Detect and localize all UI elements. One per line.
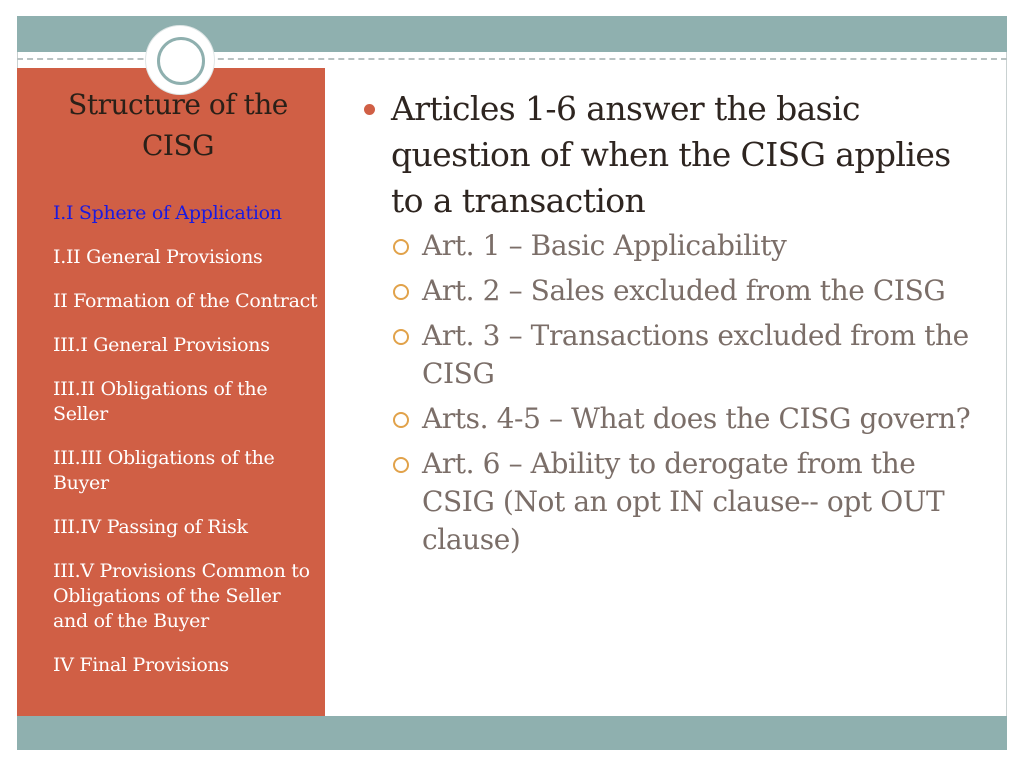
- sidebar-item-obligations-seller[interactable]: III.II Obligations of the Seller: [53, 378, 268, 425]
- sidebar-item-general-provisions-1[interactable]: I.II General Provisions: [53, 246, 263, 268]
- ring-bullet-icon: [393, 329, 409, 345]
- slide-content: [360, 86, 990, 566]
- main-bullet: [360, 86, 990, 224]
- sidebar-item-formation-of-contract[interactable]: II Formation of the Contract: [53, 290, 318, 312]
- sub-bullet-text: Art. 6 – Ability to derogate from the CSIG (Not an opt IN clause-- opt OUT clause): [422, 447, 945, 556]
- list-item: [391, 445, 990, 559]
- ring-inner: [157, 37, 205, 85]
- bottom-band: [17, 716, 1007, 750]
- list-item: [391, 227, 990, 265]
- ring-bullet-icon: [393, 457, 409, 473]
- sub-bullet-list: [360, 227, 990, 559]
- sub-bullet-text: Arts. 4-5 – What does the CISG govern?: [422, 402, 971, 435]
- ring-bullet-icon: [393, 412, 409, 428]
- ring-bullet-icon: [393, 284, 409, 300]
- main-bullet-text: Articles 1-6 answer the basic question of when the CISG applies to a transaction: [391, 89, 951, 220]
- sidebar-item-passing-of-risk[interactable]: III.IV Passing of Risk: [53, 516, 248, 538]
- list-item: [391, 400, 990, 438]
- list-item: [391, 272, 990, 310]
- sidebar-item-general-provisions-3[interactable]: III.I General Provisions: [53, 334, 270, 356]
- bullet-dot-icon: [364, 104, 375, 115]
- sidebar-item-sphere-of-application[interactable]: I.I Sphere of Application: [53, 202, 282, 224]
- ring-bullet-icon: [393, 239, 409, 255]
- sub-bullet-text: Art. 3 – Transactions excluded from the CISG: [422, 319, 969, 390]
- sub-bullet-text: Art. 2 – Sales excluded from the CISG: [422, 274, 946, 307]
- sub-bullet-text: Art. 1 – Basic Applicability: [422, 229, 787, 262]
- list-item: [391, 317, 990, 393]
- sidebar-item-obligations-buyer[interactable]: III.III Obligations of the Buyer: [53, 447, 275, 494]
- sidebar-title: Structure of the CISG: [68, 88, 288, 162]
- sidebar-item-common-provisions[interactable]: III.V Provisions Common to Obligations of the Seller and of the Buyer: [53, 560, 310, 632]
- sidebar-nav: [53, 201, 319, 697]
- sidebar-item-final-provisions[interactable]: IV Final Provisions: [53, 654, 229, 676]
